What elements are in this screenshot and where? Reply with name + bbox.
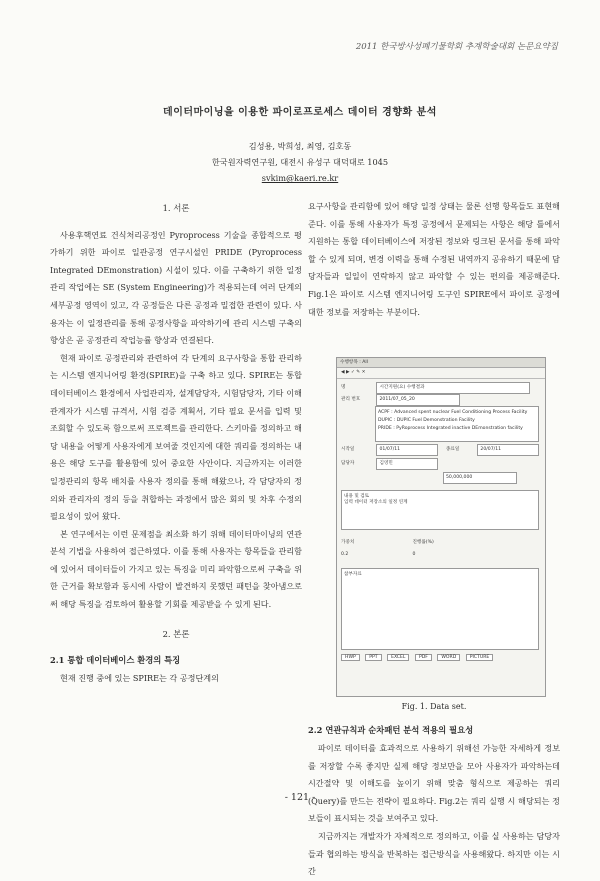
paragraph: 사용후핵연료 건식처리공정인 Pyroprocess 기술을 종합적으로 평가하기 위한 파이로 일관공정 연구시설인 PRIDE (Pyroprocess Integrated DEmonstration) 시설이 있다. 이를 구축하기 위한 일정관리 작업에는 SE (System Engineering)가 적용되는데 여러 단계의 세부공정 영역이 있고, 각 공정들은 다른 공정과 밀접한 관련이 있다. 사용자는 이 일정관리를 통해 공정사항을 파악하기에 관리 시스템 구축의 향상은 곧 공정관리 작업능률 향상과 연결된다. — [50, 229, 302, 346]
subsection-heading: 2.2 연관규칙과 순차패턴 분석 적용의 필요성 — [308, 725, 474, 735]
figure-owner-row — [341, 458, 541, 468]
figure-name-field: 시간지원(요) 수행결과 — [376, 382, 530, 394]
figure-line: ACPF : Advanced spent nuclear Fuel Conditioning Process Facility — [378, 410, 528, 415]
figure-memo-box — [341, 490, 539, 530]
paragraph: 지금까지는 개발자가 자체적으로 정의하고, 이를 실 사용하는 담당자들과 협의하는 방식을 반복하는 접근방식을 사용해왔다. 하지만 이는 시간 — [308, 830, 560, 877]
figure-export-bar — [341, 654, 541, 664]
figure-name-row — [341, 382, 541, 392]
figure-caption: Fig. 1. Data set. — [401, 702, 467, 711]
right-column-lower — [308, 722, 560, 740]
author-email[interactable]: svkim@kaeri.re.kr — [261, 173, 339, 183]
figure-start-label: 시작일 — [341, 447, 355, 452]
figure-progress-value: 0 — [412, 552, 416, 557]
paragraph: 요구사항을 관리함에 있어 해당 일정 상태는 물론 선행 항목들도 표현해 준다. 이를 통해 사용자가 특정 공정에서 문제되는 사항은 해당 틀에서 지원하는 통합 데이터베이스에 저장된 정보와 링크된 문서를 통해 파악할 수 있게 되며, 변경 이력을 통해 수정된 내역까지 공유하기 때문에 담당자들과 일일이 연락하지 않고 파악할 수 있는 편의를 제공해준다. Fig.1은 파이로 시스템 엔지니어링 도구인 SPIRE에서 파이로 공정에 대한 정보를 저장하는 부분이다. — [308, 201, 560, 317]
figure-id-row — [341, 394, 541, 404]
paragraph: 현재 파이로 공정관리와 관련하여 각 단계의 요구사항을 통합 관리하는 시스템 엔지니어링 환경(SPIRE)을 구축 하고 있다. SPIRE는 통합 데이터베이스 환경에서 사업관리자, 설계담당자, 시험담당자, 기타 이해관계자가 시스템 규격서, 시험 검증 계획서, 기타 필요 문서를 입력 및 조회할 수 있도록 함으로써 프로젝트를 관리한다. 스키마를 정의하고 해당 내용을 어떻게 사용자에게 보여줄 것인지에 대한 쿼리를 정의하는 내용은 해당 도구를 활용함에 있어 중요한 사안이다. 지금까지는 이러한 일정관리의 항목 배치를 사용자 정의를 통해 해왔으나, 각 담당자의 정의와 관리자의 정의 등을 취합하는 과정에서 많은 회의 및 차후 수정의 필요성이 있어 왔다. — [50, 352, 302, 522]
figure-date-row — [341, 444, 541, 454]
figure-memo-label: 내용 및 검토 — [344, 494, 370, 499]
paragraph: 현재 진행 중에 있는 SPIRE는 각 공정단계의 — [60, 672, 219, 683]
figure-attachment-label: 참부자료 — [344, 572, 362, 577]
figure-weight-label: 가중치 — [341, 540, 355, 545]
author-block — [0, 138, 600, 186]
figure-export-button: WORD — [437, 654, 460, 661]
figure-export-button: HWP — [341, 654, 360, 661]
figure-export-button: PICTURE — [466, 654, 494, 661]
figure-line: DUPIC : DUPIC Fuel Demonstration Facility — [378, 418, 475, 423]
figure-toolbar: ◀ ▶ ✓ ✎ ✕ — [337, 368, 545, 379]
figure-titlebar — [337, 358, 545, 368]
figure-weight-row — [341, 538, 541, 548]
paragraph: 본 연구에서는 이런 문제점을 최소화 하기 위해 데이터마이닝의 연관 분석 기법을 사용하여 접근하였다. 이를 통해 사용자는 항목들을 관리함에 있어서 데이터들이 가지고 있는 특징을 미리 파악함으로써 구축을 위한 근거를 확보함과 동시에 사람이 발견하지 못했던 패턴을 찾아냄으로써 해당 특징을 검토하여 활용할 기회를 제공받을 수 있게 된다. — [50, 528, 302, 610]
subsection-heading: 2.1 통합 데이터베이스 환경의 특징 — [50, 655, 181, 666]
figure-id-label: 관리 번호 — [341, 397, 361, 402]
paragraph: 파이로 데이터를 효과적으로 사용하기 위해선 가능한 자세하게 정보를 저장할 수록 좋지만 실제 해당 정보만을 모아 사용자가 파악하는데 시간절약 및 이해도를 높이기 위해 맞춤 형식으로 제공하는 쿼리(Query)를 만드는 전략이 필요하다. Fig.2는 쿼리 실행 시 해당되는 정보들이 표시되는 것을 보여주고 있다. — [308, 743, 560, 824]
figure-end-field: 20/07/11 — [477, 444, 539, 456]
figure-budget-field: 50,000,000 — [443, 472, 517, 484]
figure-name-label: 명 — [341, 385, 346, 390]
figure-start-field: 01/07/11 — [376, 444, 438, 456]
figure-weight-value: 0.2 — [341, 552, 349, 557]
section-heading-body: 2. 본론 — [162, 628, 190, 639]
section-heading-intro: 1. 서론 — [162, 203, 190, 213]
figure-owner-field: 김영민 — [376, 458, 438, 470]
figure-owner-label: 담당자 — [341, 461, 355, 466]
figure-attachment-box — [341, 568, 539, 650]
author-names: 김성용, 박희성, 최영, 김호동 — [248, 141, 352, 151]
figure-weight-values — [341, 550, 541, 560]
figure-screenshot — [336, 357, 546, 697]
figure-end-label: 종료일 — [445, 447, 460, 452]
page-number: - 121 - — [284, 792, 316, 803]
figure-budget-row — [341, 472, 541, 482]
right-column — [308, 198, 560, 321]
figure-progress-label: 진행률(%) — [412, 540, 434, 545]
paper-title: 데이터마이닝을 이용한 파이로프로세스 데이터 경향화 분석 — [163, 107, 437, 118]
running-head: 2011 한국방사성폐기물학회 추계학술대회 논문요약집 — [355, 42, 558, 52]
figure-id-field: 2011/07_05_20 — [376, 394, 460, 406]
right-column-lower-text — [308, 740, 560, 877]
figure-export-button: PPT — [365, 654, 381, 661]
figure-line: PRIDE : PyRoprocess Integrated inactive DEmonstration facility — [378, 426, 523, 431]
figure-description-box — [375, 406, 539, 442]
affiliation: 한국원자력연구원, 대전시 유성구 대덕대로 1045 — [211, 157, 389, 167]
figure-toolbar-title: 수행항목 : All — [340, 360, 368, 365]
figure-export-button: EXCEL — [387, 654, 409, 661]
left-column — [50, 200, 302, 687]
figure-export-button: PDF — [415, 654, 432, 661]
figure-memo-value: 입력 데이터 저장소의 일정 연계 — [344, 500, 408, 505]
